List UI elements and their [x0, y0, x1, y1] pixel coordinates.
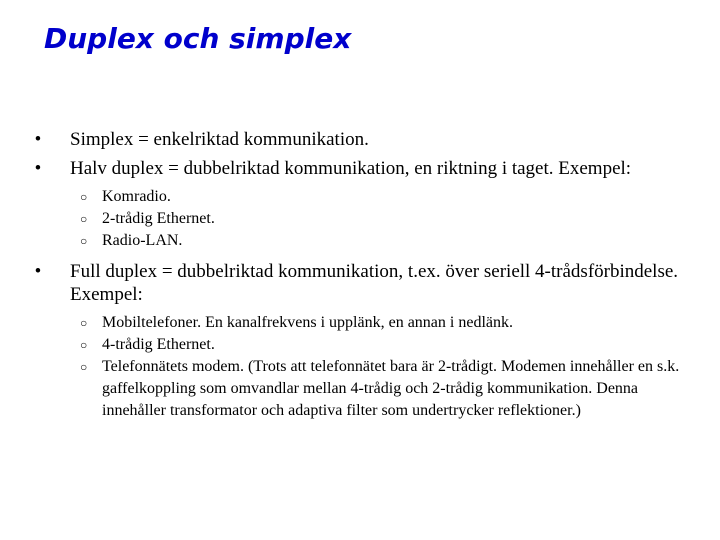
- bullet-item: [28, 128, 688, 151]
- sub-bullet-text: Telefonnätets modem. (Trots att telefonnätet bara är 2-trådigt. Modemen innehåller en s.k. gaffelkoppling som omvandlar mellan 4-trådig och 2-trådig kommunikation. Denna innehåller transformator och adaptiva filter som undertrycker reflektioner.): [102, 358, 680, 419]
- slide-title: Duplex och simplex: [44, 22, 352, 55]
- circle-bullet-icon: ○: [80, 316, 88, 330]
- circle-bullet-icon: ○: [80, 234, 88, 248]
- sub-bullet-list: [28, 186, 688, 252]
- sub-bullet-item: [28, 312, 688, 334]
- sub-bullet-item: [28, 356, 688, 422]
- sub-bullet-item: [28, 186, 688, 208]
- sub-bullet-text: 4-trådig Ethernet.: [102, 336, 215, 353]
- circle-bullet-icon: ○: [80, 360, 88, 374]
- bullet-text: Full duplex = dubbelriktad kommunikation, t.ex. över seriell 4-trådsförbindelse. Exempel:: [70, 261, 679, 305]
- sub-bullet-text: Komradio.: [102, 188, 171, 205]
- bullet-icon: •: [34, 129, 42, 150]
- bullet-icon: •: [34, 158, 42, 179]
- sub-bullet-list: [28, 312, 688, 422]
- sub-bullet-item: [28, 334, 688, 356]
- bullet-text: Halv duplex = dubbelriktad kommunikation, en riktning i taget. Exempel:: [70, 158, 632, 179]
- sub-bullet-item: [28, 230, 688, 252]
- bullet-item: [28, 157, 688, 180]
- sub-bullet-text: 2-trådig Ethernet.: [102, 210, 215, 227]
- circle-bullet-icon: ○: [80, 190, 88, 204]
- bullet-icon: •: [34, 261, 42, 282]
- bullet-text: Simplex = enkelriktad kommunikation.: [70, 129, 369, 150]
- circle-bullet-icon: ○: [80, 212, 88, 226]
- bullet-item: [28, 260, 688, 306]
- sub-bullet-text: Radio-LAN.: [102, 232, 183, 249]
- slide-content: [28, 128, 688, 430]
- sub-bullet-text: Mobiltelefoner. En kanalfrekvens i upplänk, en annan i nedlänk.: [102, 314, 513, 331]
- circle-bullet-icon: ○: [80, 338, 88, 352]
- sub-bullet-item: [28, 208, 688, 230]
